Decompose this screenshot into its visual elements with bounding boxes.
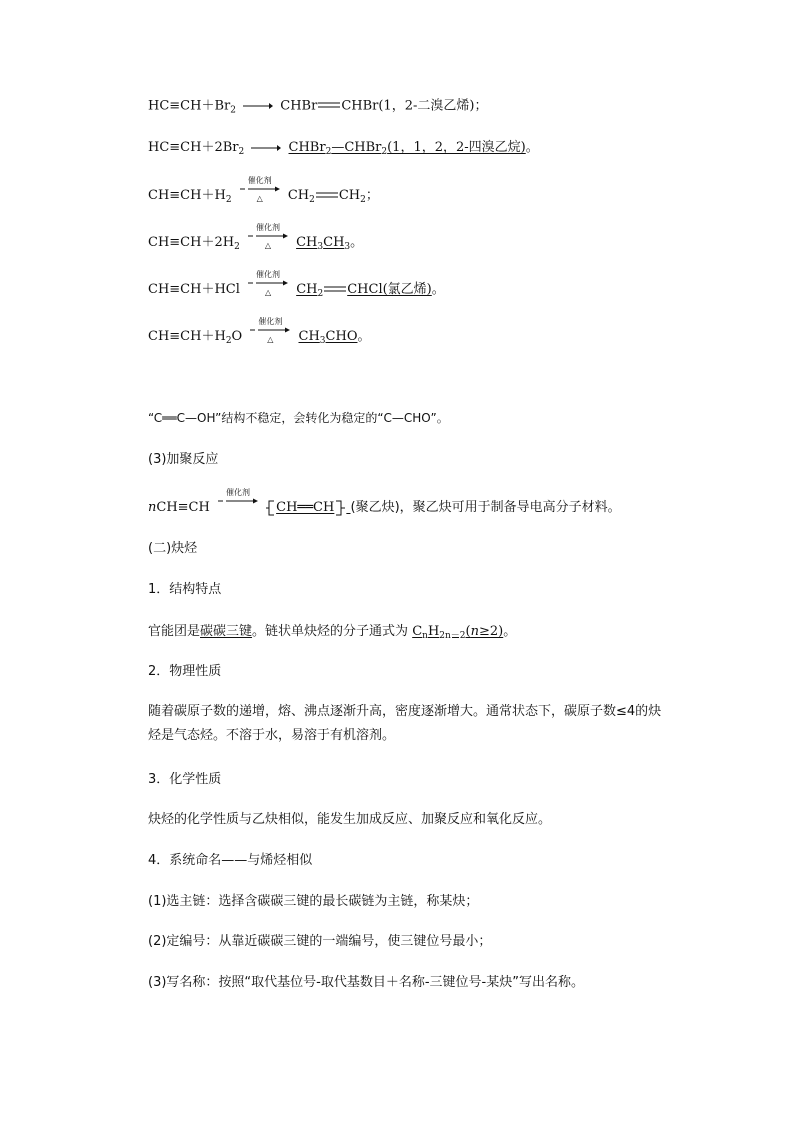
product [266,500,350,515]
bracket-left-icon [266,500,276,516]
catalyst-arrow [240,176,280,203]
text: 。链状单炔烃的分子通式为 [252,624,409,639]
reactants: CH≡CH＋H [148,188,226,203]
product [296,235,350,250]
subscript: 2 [225,336,232,346]
reaction-arrow-icon [243,100,273,112]
heat-symbol: △ [264,241,272,250]
reactants: CH≡CH [156,500,210,515]
equation-hcl [148,270,445,303]
punctuation: 。 [350,235,364,250]
equation-hydrogen-1 [148,176,379,209]
product [299,329,358,344]
reactants: CH≡CH＋H [148,329,226,344]
double-bond-icon [318,96,340,116]
reaction-arrow-icon [248,279,288,287]
catalyst-label: 催化剂 [247,176,272,185]
punctuation: 。 [357,329,371,344]
general-formula: $C_nH_{2n-2}(n\ge 2)$ [412,624,504,641]
naming-step-2: (2)定编号：从靠近碳碳三键的一端编号，使三键位号最小； [148,934,492,949]
catalyst-label: 催化剂 [258,317,283,326]
product-part: CHBr(1，2-二溴乙烯)； [341,98,488,114]
reaction-arrow-icon [251,142,281,154]
section-heading: (二)炔烃 [148,541,198,556]
catalyst-arrow [248,270,288,297]
stability-note: “C══C—OH”结构不稳定，会转化为稳定的“C—CHO”。 [148,411,449,425]
punctuation: 。 [431,282,445,297]
punctuation: ； [365,188,379,203]
reactants: CH≡CH＋2H [148,235,235,250]
subsection-3-title: 3．化学性质 [148,772,222,787]
catalyst-arrow [218,488,258,515]
subscript: 3 [319,336,326,346]
product-part: CH [338,188,361,203]
catalyst-arrow [248,223,288,250]
subscript: 2 [360,195,366,205]
product [296,282,432,297]
reactants: O [231,329,243,344]
text: 官能团是 [148,624,201,639]
coefficient: n [148,500,157,515]
product-name: (1，1，2，2-四溴乙烷) [387,140,526,155]
subsection-1-title: 1．结构特点 [148,582,222,597]
equation-hydrogen-2 [148,223,364,256]
subsection-4-title: 4．系统命名——与烯烃相似 [148,853,313,868]
product-description: (聚乙炔)，聚乙炔可用于制备导电高分子材料。 [350,500,621,515]
product-part: CH [296,235,318,250]
subsection-2-text: 随着碳原子数的递增，熔、沸点逐渐升高，密度逐渐增大。通常状态下，碳原子数≤4的炔烃是气态烃。不溶于水，易溶于有机溶剂。 [148,704,662,743]
product-part: CH [287,188,310,203]
naming-step-1: (1)选主链：选择含碳碳三键的最长碳链为主链，称某炔； [148,894,479,909]
product-part: CH [298,329,320,344]
double-bond-icon [324,280,346,300]
double-bond-icon [316,186,338,206]
equation-bromine-2 [148,138,539,158]
subscript: 3 [317,242,324,252]
heat-symbol: △ [267,335,274,344]
product-part: CH [323,235,345,250]
subscript: 2 [381,147,388,157]
subsection-3-text: 炔烃的化学性质与乙炔相似，能发生加成反应、加聚反应和氧化反应。 [148,812,552,827]
subscript: 2 [309,195,315,205]
naming-step-3: (3)写名称：按照“取代基位号-取代基数目＋名称-三键位号-某炔”写出名称。 [148,975,584,990]
subscript: 2 [317,289,324,299]
product-part: CHCl(氯乙烯) [347,282,432,297]
punctuation: 。 [525,140,539,155]
equation-polymerization [148,488,621,521]
subscript: 2 [238,147,245,157]
reaction-arrow-icon [240,185,280,193]
subscript: 2 [230,105,236,116]
reactants: CH≡CH＋HCl [148,282,240,297]
equation-water [148,317,371,350]
product-part: CH══CH [276,500,335,515]
subscript: 2 [325,147,332,157]
bracket-right-icon [334,500,346,516]
subscript: 2 [234,242,240,252]
product-part: CHBr [288,140,326,155]
catalyst-label: 催化剂 [256,270,281,279]
catalyst-label: 催化剂 [225,488,250,497]
heat-symbol: △ [264,288,272,297]
product [289,140,526,155]
product-part: CHO [325,329,358,344]
reaction-arrow-icon [218,497,258,505]
reactants: HC≡CH＋2Br [148,140,239,155]
equation-bromine-1 [148,96,487,117]
product-part: —CHBr [331,140,382,155]
catalyst-arrow [250,317,290,344]
subsection-1-text [148,622,516,642]
product-part: CHBr [280,98,318,114]
product-part: CH [296,282,318,297]
heat-symbol: △ [256,194,263,203]
reactants: HC≡CH＋Br [148,98,231,114]
subsection-2-title: 2．物理性质 [148,664,222,679]
reaction-arrow-icon [248,232,288,240]
punctuation: 。 [503,624,517,639]
subscript: 2 [225,195,232,205]
catalyst-label: 催化剂 [255,223,280,232]
underlined-answer: 碳碳三键 [200,624,253,639]
subscript: 3 [344,242,351,252]
poly-heading: (3)加聚反应 [148,452,219,467]
reaction-arrow-icon [250,326,290,334]
